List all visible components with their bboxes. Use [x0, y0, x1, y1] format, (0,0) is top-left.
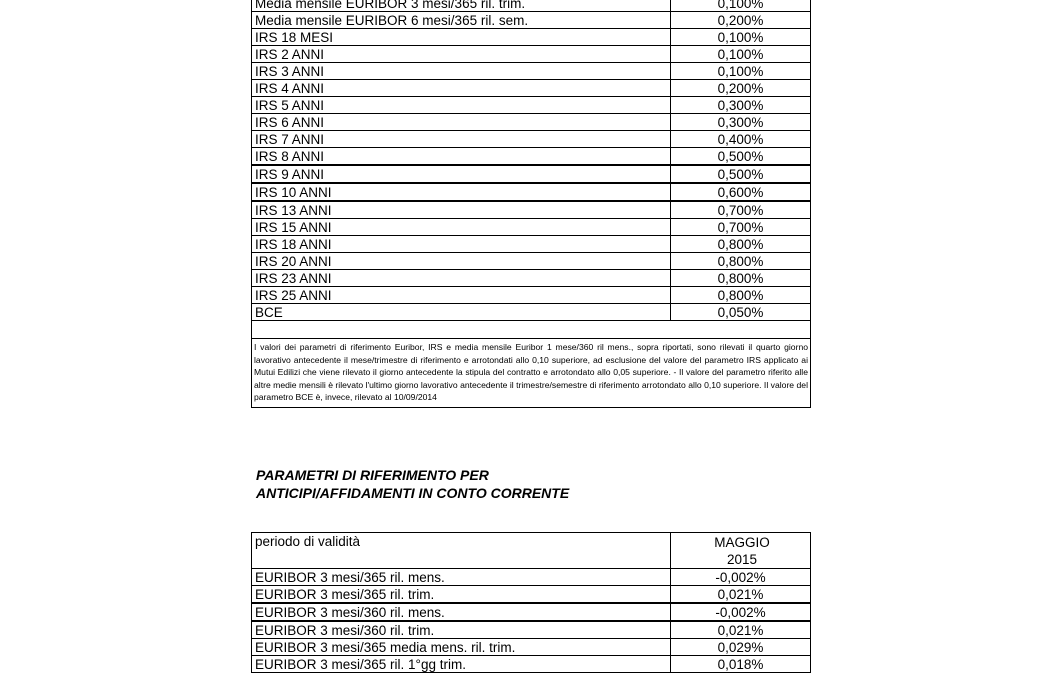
- table-row: [252, 253, 811, 270]
- section-title-line-2: ANTICIPI/AFFIDAMENTI IN CONTO CORRENTE: [256, 485, 570, 501]
- rate-value: 0,500%: [671, 148, 811, 166]
- rate-label: EURIBOR 3 mesi/360 ril. trim.: [252, 621, 671, 639]
- table-row: [252, 201, 811, 219]
- rate-value: 0,700%: [671, 201, 811, 219]
- rate-value: 0,800%: [671, 253, 811, 270]
- account-parameters-body: [252, 533, 811, 673]
- rate-label: EURIBOR 3 mesi/360 ril. mens.: [252, 603, 671, 621]
- rate-value: 0,800%: [671, 287, 811, 304]
- table-row: [252, 586, 811, 604]
- rate-label: EURIBOR 3 mesi/365 media mens. ril. trim.: [252, 639, 671, 656]
- header-row: [252, 533, 811, 569]
- table-row: [252, 29, 811, 46]
- rate-value: 0,200%: [671, 80, 811, 97]
- table-row: [252, 0, 811, 12]
- rate-label: IRS 3 ANNI: [252, 63, 671, 80]
- table-row: [252, 114, 811, 131]
- note-row: [252, 339, 811, 408]
- rate-value: 0,800%: [671, 270, 811, 287]
- rate-label: EURIBOR 3 mesi/365 ril. mens.: [252, 569, 671, 586]
- rate-label: IRS 9 ANNI: [252, 165, 671, 183]
- rate-label: IRS 10 ANNI: [252, 183, 671, 201]
- rate-value: 0,100%: [671, 0, 811, 12]
- rate-label: EURIBOR 3 mesi/365 ril. trim.: [252, 586, 671, 604]
- table-row: [252, 621, 811, 639]
- validity-period-value: [671, 533, 811, 569]
- table-row: [252, 183, 811, 201]
- table-row: [252, 656, 811, 673]
- rate-label: IRS 13 ANNI: [252, 201, 671, 219]
- table-row: [252, 603, 811, 621]
- rate-value: 0,300%: [671, 114, 811, 131]
- table-row: [252, 97, 811, 114]
- table-row: [252, 304, 811, 321]
- rate-value: 0,700%: [671, 219, 811, 236]
- rate-label: EURIBOR 3 mesi/365 ril. 1°gg trim.: [252, 656, 671, 673]
- table-row: [252, 270, 811, 287]
- period-month: MAGGIO: [714, 535, 770, 550]
- table-row: [252, 219, 811, 236]
- empty-cell: [252, 321, 811, 339]
- table-row: [252, 569, 811, 586]
- rate-value: 0,029%: [671, 639, 811, 656]
- table-row: [252, 12, 811, 29]
- validity-period-label: periodo di validità: [252, 533, 671, 569]
- rate-value: 0,018%: [671, 656, 811, 673]
- rate-value: 0,050%: [671, 304, 811, 321]
- rate-label: IRS 25 ANNI: [252, 287, 671, 304]
- table-row: [252, 148, 811, 166]
- rate-label: IRS 18 MESI: [252, 29, 671, 46]
- rate-label: Media mensile EURIBOR 3 mesi/365 ril. trim.: [252, 0, 671, 12]
- section-title: [256, 466, 569, 502]
- rate-label: IRS 6 ANNI: [252, 114, 671, 131]
- rate-label: IRS 23 ANNI: [252, 270, 671, 287]
- rate-value: 0,800%: [671, 236, 811, 253]
- footnote-text: I valori dei parametri di riferimento Euribor, IRS e media mensile Euribor 1 mese/360 ril mens., sopra riportati, sono rilevati il quarto giorno lavorativo antecedente il mese/trimestre di riferimento e arrotondati allo 0,10 superiore, ad esclusione del valore del parametro IRS applicato ai Mutui Edilizi che viene rilevato il giorno antecedente la stipula del contratto e arrotondato allo 0,05 superiore. - Il valore del parametro riferito alle altre medie mensili è rilevato l'ultimo giorno lavorativo antecedente il trimestre/semestre di riferimento arrotondato allo 0,10 superiore. Il valore del parametro BCE è, invece, rilevato al 10/09/2014: [252, 339, 811, 408]
- account-parameters-table: [251, 532, 811, 673]
- table-row: [252, 287, 811, 304]
- section-title-line-1: PARAMETRI DI RIFERIMENTO PER: [256, 467, 489, 483]
- table-row: [252, 131, 811, 148]
- rate-label: BCE: [252, 304, 671, 321]
- rate-value: 0,021%: [671, 621, 811, 639]
- table-row: [252, 46, 811, 63]
- rate-label: Media mensile EURIBOR 6 mesi/365 ril. sem.: [252, 12, 671, 29]
- table-row: [252, 80, 811, 97]
- rate-label: IRS 18 ANNI: [252, 236, 671, 253]
- table-row: [252, 236, 811, 253]
- period-year: 2015: [726, 552, 758, 567]
- table-row: [252, 63, 811, 80]
- rate-label: IRS 5 ANNI: [252, 97, 671, 114]
- rate-label: IRS 7 ANNI: [252, 131, 671, 148]
- rate-value: 0,400%: [671, 131, 811, 148]
- rate-value: -0,002%: [671, 569, 811, 586]
- rate-value: 0,200%: [671, 12, 811, 29]
- rate-label: IRS 2 ANNI: [252, 46, 671, 63]
- rate-label: IRS 4 ANNI: [252, 80, 671, 97]
- reference-rates-body: [252, 0, 811, 407]
- rate-value: -0,002%: [671, 603, 811, 621]
- table-row: [252, 165, 811, 183]
- rate-value: 0,600%: [671, 183, 811, 201]
- rate-value: 0,300%: [671, 97, 811, 114]
- rate-label: IRS 8 ANNI: [252, 148, 671, 166]
- rate-label: IRS 15 ANNI: [252, 219, 671, 236]
- rate-value: 0,100%: [671, 63, 811, 80]
- reference-rates-table: [251, 0, 811, 408]
- table-row-empty: [252, 321, 811, 339]
- rate-label: IRS 20 ANNI: [252, 253, 671, 270]
- table-row: [252, 639, 811, 656]
- rate-value: 0,500%: [671, 165, 811, 183]
- rate-value: 0,100%: [671, 46, 811, 63]
- rate-value: 0,021%: [671, 586, 811, 604]
- rate-value: 0,100%: [671, 29, 811, 46]
